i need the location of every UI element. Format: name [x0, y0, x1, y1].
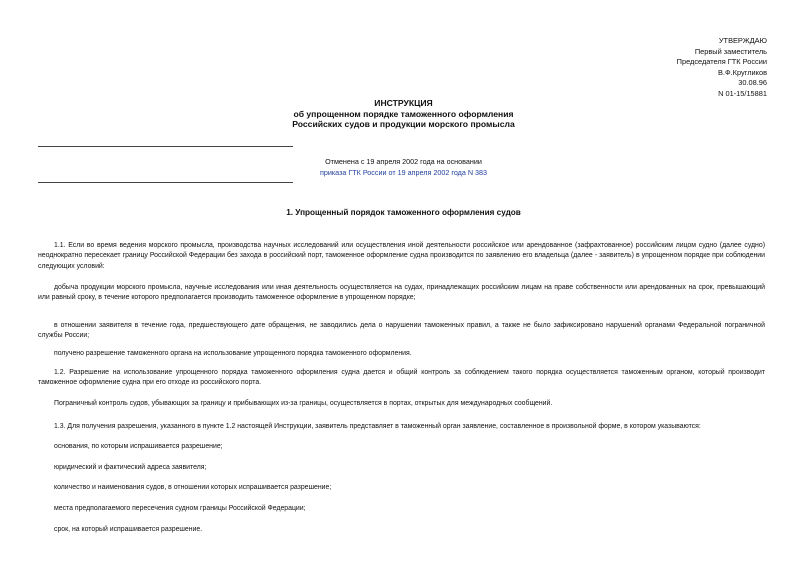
paragraph: добыча продукции морского промысла, научные исследования или иная деятельность осуществляется на судах, принадлежащих российским лицам на праве собственности или арендованных на срок, превышающий или равный сроку, в течение которого предполагается производить таможенное оформление в упрощенном порядке;	[38, 284, 765, 302]
paragraph: 1.1. Если во время ведения морского промысла, производства научных исследований или осуществления иной деятельности российское или арендованное (зафрахтованное) российским лицом судно (далее судно) неоднократно пересекает границу Российской Федерации без захода в российский порт, таможенное оформление судна производится по заявлению его владельца (далее - заявитель) в упрощенном порядке при соблюдении следующих условий:	[38, 242, 765, 270]
cancellation-note	[0, 157, 807, 178]
approval-line: Первый заместитель	[694, 46, 767, 56]
paragraph: юридический и фактический адреса заявителя;	[54, 464, 207, 471]
approval-line: Председателя ГТК России	[676, 57, 767, 67]
paragraph: срок, на который испрашивается разрешение.	[54, 526, 203, 533]
divider-top	[38, 146, 293, 147]
paragraph: получено разрешение таможенного органа на использование упрощенного порядка таможенного оформления.	[54, 350, 412, 357]
title-line: об упрощенном порядке таможенного оформления	[293, 108, 514, 119]
section-heading: 1. Упрощенный порядок таможенного оформления судов	[286, 208, 521, 217]
paragraph: места предполагаемого пересечения судном границы Российской Федерации;	[54, 505, 306, 512]
paragraph: 1.2. Разрешение на использование упрощенного порядка таможенного оформления судна дается и общий контроль за соблюдением такого порядка осуществляется таможенным органом, который производит таможенное оформление судна при его отходе из российского порта.	[38, 369, 765, 387]
paragraph: количество и наименования судов, в отношении которых испрашивается разрешение;	[54, 484, 332, 491]
title-line: Российских судов и продукции морского промысла	[292, 119, 515, 129]
approval-line: 30.08.96	[738, 78, 767, 88]
divider-bottom	[38, 182, 293, 183]
paragraph: основания, по которым испрашивается разрешение;	[54, 443, 223, 450]
title-line: ИНСТРУКЦИЯ	[374, 98, 433, 108]
cancellation-link[interactable]: приказа ГТК России от 19 апреля 2002 года N 383	[319, 167, 488, 177]
approval-line: N 01-15/15881	[718, 88, 767, 98]
paragraph: Пограничный контроль судов, убывающих за границу и прибывающих из-за границы, осуществляется в портах, открытых для международных сообщений.	[54, 400, 553, 407]
approval-block	[677, 36, 767, 100]
cancellation-text: Отменена с 19 апреля 2002 года на основании	[325, 157, 482, 166]
approval-line: УТВЕРЖДАЮ	[718, 36, 767, 45]
document-title	[0, 98, 807, 130]
approval-line: В.Ф.Кругликов	[717, 67, 767, 77]
paragraph: 1.3. Для получения разрешения, указанного в пункте 1.2 настоящей Инструкции, заявитель представляет в таможенный орган заявление, составленное в произвольной форме, в котором указываются:	[54, 423, 701, 430]
paragraph: в отношении заявителя в течение года, предшествующего дате обращения, не заводились дела о нарушении таможенных правил, а также не было зафиксировано нарушений органами Федеральной пограничной службы России;	[38, 322, 765, 340]
